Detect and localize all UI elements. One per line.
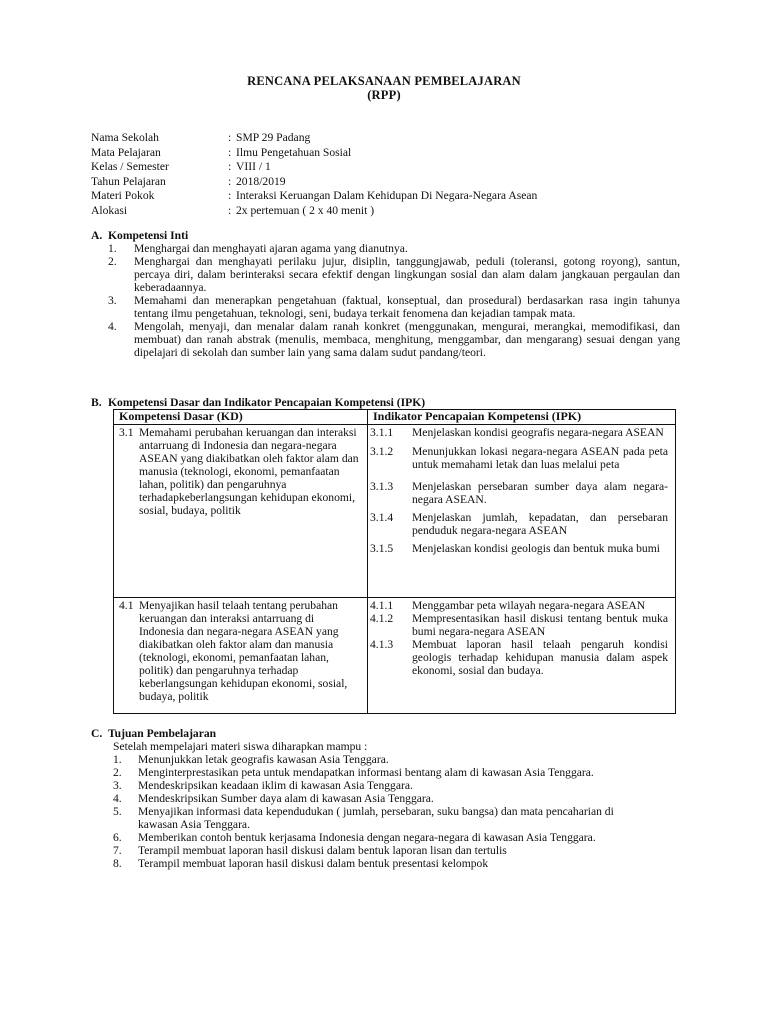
ipk-item [370, 599, 668, 612]
list-item [113, 779, 643, 792]
list-item-text: Menyajikan informasi data kependudukan ( jumlah, persebaran, suku bangsa) dan mata pencaharian di kawasan Asia Tenggara. [138, 805, 614, 831]
ipk-number: 4.1.2 [370, 612, 394, 625]
tujuan-intro: Setelah mempelajari materi siswa diharapkan mampu : [113, 740, 368, 753]
identity-label: Nama Sekolah [91, 131, 159, 144]
ipk-number: 3.1.3 [370, 480, 394, 493]
table-row [114, 598, 676, 714]
identity-label: Tahun Pelajaran [91, 174, 166, 188]
ipk-text: Mempresentasikan hasil diskusi tentang bentuk muka bumi negara-negara ASEAN [412, 612, 668, 638]
section-a-title: Kompetensi Inti [108, 229, 189, 242]
ipk-number: 3.1.2 [370, 445, 394, 458]
section-a-heading [91, 229, 188, 242]
kompetensi-inti-list [108, 242, 680, 359]
list-item-number: 5. [113, 805, 122, 818]
ipk-item [370, 426, 668, 439]
list-item [113, 831, 643, 844]
ipk-item [370, 612, 668, 638]
identity-colon: : [228, 203, 232, 217]
identity-value: SMP 29 Padang [236, 131, 311, 144]
list-item-text: Terampil membuat laporan hasil diskusi dalam bentuk presentasi kelompok [138, 857, 489, 870]
ipk-text: Membuat laporan hasil telaah pengaruh kondisi geologis terhadap kehidupan manusia dalam aspek ekonomi, sosial dan budaya. [412, 638, 668, 677]
kd-text: Menyajikan hasil telaah tentang perubahan keruangan dan interaksi antarruang di Indonesia dan negara-negara ASEAN yang diakibatkan oleh faktor alam dan manusia (teknologi, ekonomi, pemanfaatan lahan, politik) dan pengaruhnya terhadap keberlangsungan kehidupan ekonomi, sosial, budaya, politik [139, 599, 348, 703]
section-c-title: Tujuan Pembelajaran [108, 727, 217, 740]
table-header-ipk: Indikator Pencapaian Kompetensi (IPK) [368, 410, 676, 425]
identity-value: 2018/2019 [236, 174, 286, 188]
kd-ipk-table [113, 409, 676, 714]
ipk-number: 3.1.1 [370, 426, 394, 439]
list-item-text: Menghargai dan menghayati perilaku jujur, disiplin, tanggungjawab, peduli (toleransi, gotong royong), santun, percaya diri, dalam berinteraksi secara efektif dengan lingkungan sosial dan alam dalam jangkauan pergaulan dan keberadaannya. [134, 255, 680, 294]
list-item-text: Terampil membuat laporan hasil diskusi dalam bentuk laporan lisan dan tertulis [138, 844, 507, 857]
ipk-text: Menunjukkan lokasi negara-negara ASEAN pada peta untuk memahami letak dan luas melalui peta [412, 445, 668, 471]
list-item [108, 294, 680, 320]
identity-value: Interaksi Keruangan Dalam Kehidupan Di Negara-Negara Asean [236, 189, 538, 202]
identity-label: Materi Pokok [91, 189, 155, 202]
list-item-text: Menghargai dan menghayati ajaran agama yang dianutnya. [134, 242, 408, 255]
identity-label: Alokasi [91, 203, 128, 217]
ipk-number: 3.1.5 [370, 542, 394, 555]
section-c-heading [91, 727, 216, 740]
list-item-text: Mendeskripsikan Sumber daya alam di kawasan Asia Tenggara. [138, 792, 434, 805]
ipk-item [370, 445, 668, 471]
list-item [113, 857, 643, 870]
kd-item [119, 599, 361, 703]
kd-text: Memahami perubahan keruangan dan interaksi antarruang di Indonesia dan negara-negara ASEAN yang diakibatkan oleh faktor alam dan manusia (teknologi, ekonomi, pemanfaatan lahan, politik) dan pengaruhnya terhadapkeberlangsungan kehidupan ekonomi, sosial, budaya, politik [139, 426, 359, 517]
table-cell-kd [114, 425, 368, 598]
list-item-number: 2. [113, 766, 122, 779]
ipk-item [370, 542, 668, 555]
ipk-text: Menggambar peta wilayah negara-negara ASEAN [412, 599, 646, 612]
list-item-number: 3. [113, 779, 122, 792]
identity-value: 2x pertemuan ( 2 x 40 menit ) [236, 203, 375, 217]
identity-label: Kelas / Semester [91, 160, 169, 173]
list-item-number: 1. [113, 753, 122, 766]
list-item-text: Menunjukkan letak geografis kawasan Asia Tenggara. [138, 753, 389, 766]
ipk-text: Menjelaskan kondisi geologis dan bentuk muka bumi [412, 542, 660, 555]
ipk-number: 4.1.1 [370, 599, 394, 612]
list-item [108, 242, 680, 255]
list-item-number: 1. [108, 242, 117, 255]
ipk-text: Menjelaskan jumlah, kepadatan, dan persebaran penduduk negara-negara ASEAN [412, 511, 668, 537]
section-b-heading [91, 396, 425, 409]
identity-colon: : [228, 189, 232, 202]
list-item [113, 766, 643, 779]
list-item-number: 7. [113, 844, 122, 857]
table-cell-kd [114, 598, 368, 714]
section-a-letter: A. [91, 229, 103, 242]
list-item [113, 805, 643, 831]
ipk-text: Menjelaskan persebaran sumber daya alam negara-negara ASEAN. [412, 480, 668, 506]
list-item-text: Memberikan contoh bentuk kerjasama Indonesia dengan negara-negara di kawasan Asia Tenggara. [138, 831, 596, 844]
ipk-number: 4.1.3 [370, 638, 394, 651]
kd-number: 4.1 [119, 599, 134, 612]
table-cell-ipk [368, 425, 676, 598]
kd-item [119, 426, 361, 517]
ipk-text: Menjelaskan kondisi geografis negara-negara ASEAN [412, 426, 664, 439]
identity-value: VIII / 1 [236, 160, 271, 173]
identity-value: Ilmu Pengetahuan Sosial [236, 145, 352, 159]
identity-colon: : [228, 160, 232, 173]
kd-number: 3.1 [119, 426, 134, 439]
list-item-text: Mengolah, menyaji, dan menalar dalam ranah konkret (menggunakan, mengurai, merangkai, memodifikasi, dan membuat) dan ranah abstrak (menulis, membaca, menghitung, menggambar, dan mengarang) sesuai dengan yang dipelajari di sekolah dan sumber lain yang sama dalam sudut pandang/teori. [134, 320, 680, 359]
list-item-text: Mendeskripsikan keadaan iklim di kawasan Asia Tenggara. [138, 779, 413, 792]
list-item [113, 844, 643, 857]
list-item [113, 753, 643, 766]
list-item [113, 792, 643, 805]
section-b-letter: B. [91, 396, 102, 409]
list-item-number: 3. [108, 294, 117, 307]
section-c-letter: C. [91, 727, 103, 740]
tujuan-list [113, 753, 643, 870]
ipk-item [370, 480, 668, 506]
document-subtitle: (RPP) [367, 88, 401, 102]
ipk-item [370, 638, 668, 677]
section-b-title: Kompetensi Dasar dan Indikator Pencapaian Kompetensi (IPK) [108, 396, 426, 409]
document-title: RENCANA PELAKSANAAN PEMBELAJARAN [247, 74, 521, 88]
identity-colon: : [228, 145, 232, 159]
identity-colon: : [228, 131, 232, 144]
list-item-text: Menginterprestasikan peta untuk mendapatkan informasi bentang alam di kawasan Asia Tenggara. [138, 766, 594, 779]
list-item-number: 4. [108, 320, 117, 333]
list-item-number: 8. [113, 857, 122, 870]
list-item-number: 2. [108, 255, 117, 268]
table-row [114, 425, 676, 598]
list-item-text: Memahami dan menerapkan pengetahuan (faktual, konseptual, dan prosedural) berdasarkan rasa ingin tahunya tentang ilmu pengetahuan, teknologi, seni, budaya terkait fenomena dan kejadian tampak mata. [134, 294, 680, 320]
table-cell-ipk [368, 598, 676, 714]
ipk-item [370, 511, 668, 537]
identity-label: Mata Pelajaran [91, 145, 161, 159]
list-item-number: 4. [113, 792, 122, 805]
list-item [108, 255, 680, 294]
list-item [108, 320, 680, 359]
table-header-row [114, 410, 676, 425]
identity-colon: : [228, 174, 232, 188]
table-header-kd: Kompetensi Dasar (KD) [114, 410, 368, 425]
list-item-number: 6. [113, 831, 122, 844]
ipk-number: 3.1.4 [370, 511, 394, 524]
